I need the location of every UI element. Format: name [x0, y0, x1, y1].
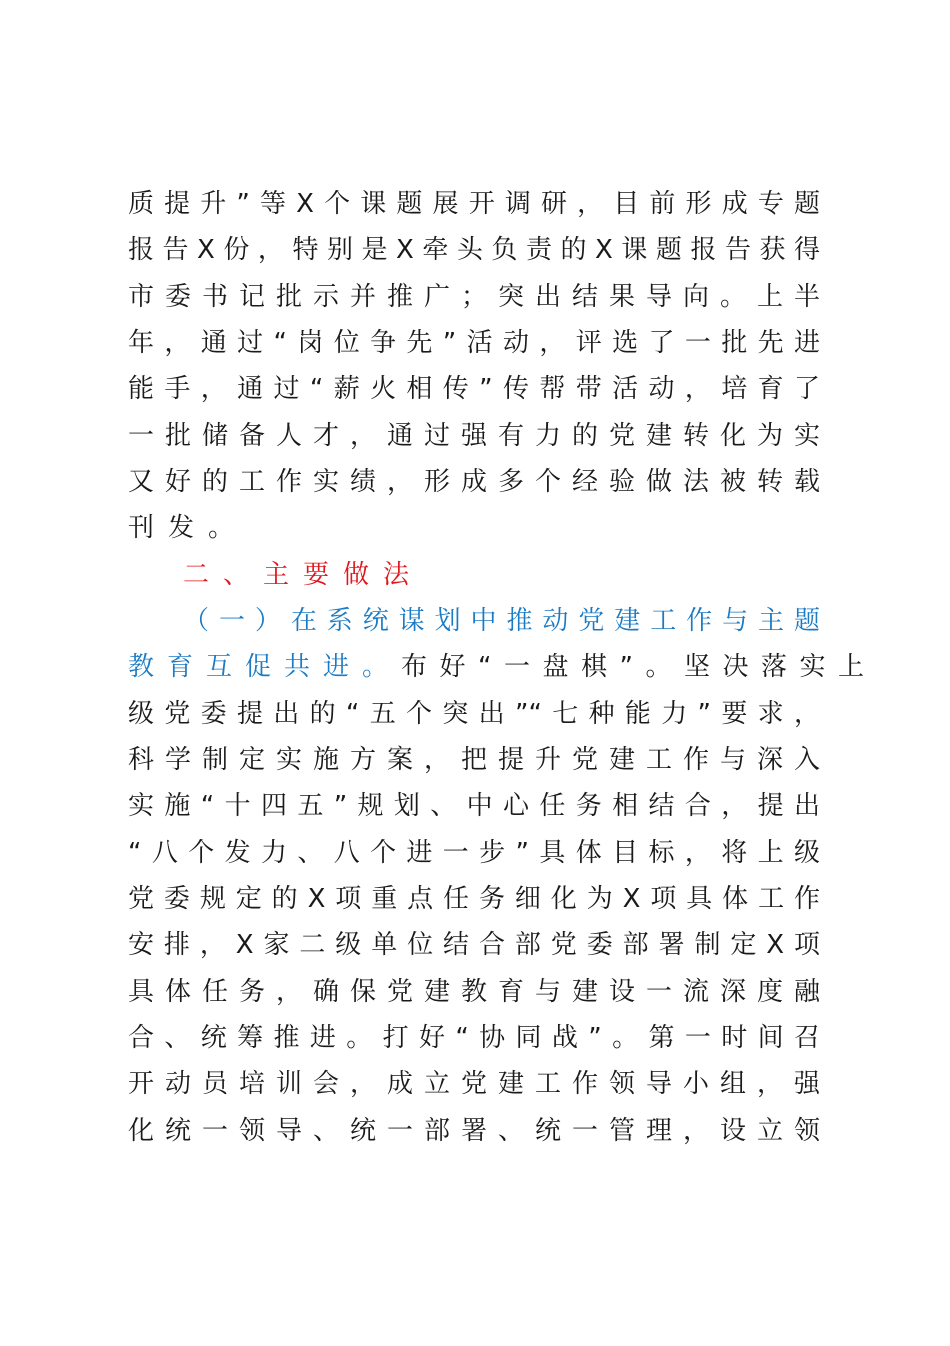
paragraph-line: 年，通过“岗位争先”活动，评选了一批先进 — [128, 328, 820, 358]
paragraph-line: 能手，通过“薪火相传”传帮带活动，培育了 — [128, 374, 820, 404]
paragraph-line: 级党委提出的“五个突出”“七种能力”要求， — [128, 699, 820, 729]
paragraph-line: 市委书记批示并推广；突出结果导向。上半 — [128, 282, 820, 312]
paragraph-line: 又好的工作实绩，形成多个经验做法被转载 — [128, 467, 820, 497]
paragraph-line: 科学制定实施方案，把提升党建工作与深入 — [128, 745, 820, 775]
paragraph-line: 一批储备人才，通过强有力的党建转化为实 — [128, 421, 820, 451]
paragraph-line: 党委规定的X项重点任务细化为X项具体工作 — [128, 884, 820, 914]
paragraph-line: 刊发。 — [128, 513, 249, 543]
subheading-line: （一）在系统谋划中推动党建工作与主题 — [183, 606, 820, 636]
paragraph-line: 开动员培训会，成立党建工作领导小组，强 — [128, 1069, 820, 1099]
mixed-line — [128, 644, 877, 690]
paragraph-line: “八个发力、八个进一步”具体目标，将上级 — [128, 838, 820, 868]
paragraph-text: 布好“一盘棋”。坚决落实上 — [401, 652, 877, 682]
paragraph-line: 具体任务，确保党建教育与建设一流深度融 — [128, 977, 820, 1007]
paragraph-line: 安排，X家二级单位结合部党委部署制定X项 — [128, 930, 820, 960]
paragraph-line: 报告X份，特别是X牵头负责的X课题报告获得 — [128, 235, 820, 265]
section-heading: 二、主要做法 — [183, 560, 424, 590]
paragraph-line: 实施“十四五”规划、中心任务相结合，提出 — [128, 791, 820, 821]
paragraph-line: 化统一领导、统一部署、统一管理，设立领 — [128, 1116, 820, 1146]
subheading-end: 教育互促共进。 — [128, 652, 402, 682]
paragraph-line: 质提升”等X个课题展开调研，目前形成专题 — [128, 189, 820, 219]
paragraph-line: 合、统筹推进。打好“协同战”。第一时间召 — [128, 1023, 820, 1053]
